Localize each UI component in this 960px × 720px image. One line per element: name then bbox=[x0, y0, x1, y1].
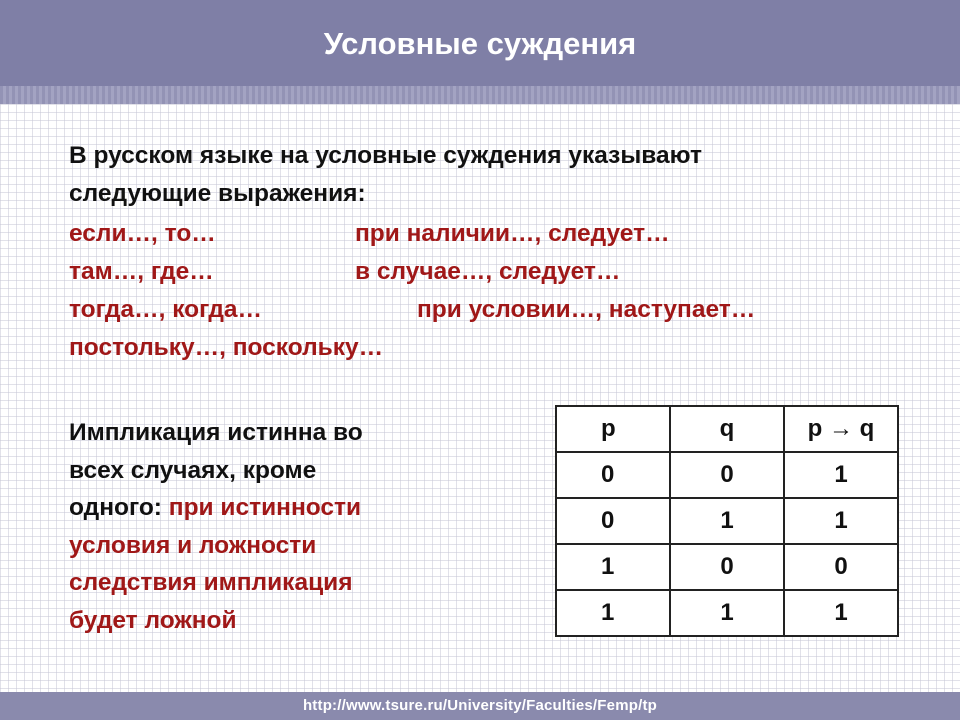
phrase-on-condition: при условии…, наступает… bbox=[417, 296, 756, 323]
impl-line-3 bbox=[69, 489, 489, 527]
table-row bbox=[556, 498, 898, 544]
phrase-in-presence: при наличии…, следует… bbox=[355, 220, 670, 247]
table-row bbox=[556, 544, 898, 590]
cell-q: 1 bbox=[670, 498, 784, 544]
impl-line-2: всех случаях, кроме bbox=[69, 456, 317, 484]
truth-table-header-row bbox=[556, 406, 898, 452]
cell-result: 1 bbox=[784, 590, 898, 636]
phrase-if-then: если…, то… bbox=[69, 220, 216, 247]
impl-line-4: условия и ложности bbox=[69, 531, 317, 559]
cell-q: 1 bbox=[670, 590, 784, 636]
slide-title: Условные суждения bbox=[323, 26, 637, 61]
intro-line-1: В русском языке на условные суждения указывают bbox=[69, 142, 702, 169]
cell-q: 0 bbox=[670, 452, 784, 498]
cell-p: 1 bbox=[556, 544, 670, 590]
cell-result: 1 bbox=[784, 498, 898, 544]
intro-text bbox=[69, 137, 929, 213]
intro-line-2: следующие выражения: bbox=[69, 180, 366, 207]
table-row bbox=[556, 452, 898, 498]
impl-line-5: следствия импликация bbox=[69, 569, 353, 596]
implication-text bbox=[69, 414, 489, 639]
cell-q: 0 bbox=[670, 544, 784, 590]
phrase-in-case: в случае…, следует… bbox=[355, 258, 621, 285]
phrase-insofar: постольку…, поскольку… bbox=[69, 334, 384, 361]
cell-p: 0 bbox=[556, 452, 670, 498]
cell-result: 1 bbox=[784, 452, 898, 498]
header-q: q bbox=[670, 406, 784, 452]
cell-result: 0 bbox=[784, 544, 898, 590]
footer-url[interactable]: http://www.tsure.ru/University/Faculties/Femp/tp bbox=[302, 697, 658, 714]
phrase-then-when: тогда…, когда… bbox=[69, 296, 263, 323]
phrase-there-where: там…, где… bbox=[69, 258, 214, 285]
cell-p: 1 bbox=[556, 590, 670, 636]
header-p-implies-q: p → q bbox=[784, 406, 898, 452]
title-stripe bbox=[0, 86, 960, 104]
truth-table bbox=[555, 405, 899, 637]
cell-p: 0 bbox=[556, 498, 670, 544]
impl-line-3-red: при истинности bbox=[168, 494, 362, 521]
impl-line-1: Импликация истинна во bbox=[69, 419, 363, 446]
impl-line-3-plain: одного: bbox=[69, 494, 169, 521]
header-p: p bbox=[556, 406, 670, 452]
impl-line-6: будет ложной bbox=[69, 606, 237, 634]
table-row bbox=[556, 590, 898, 636]
